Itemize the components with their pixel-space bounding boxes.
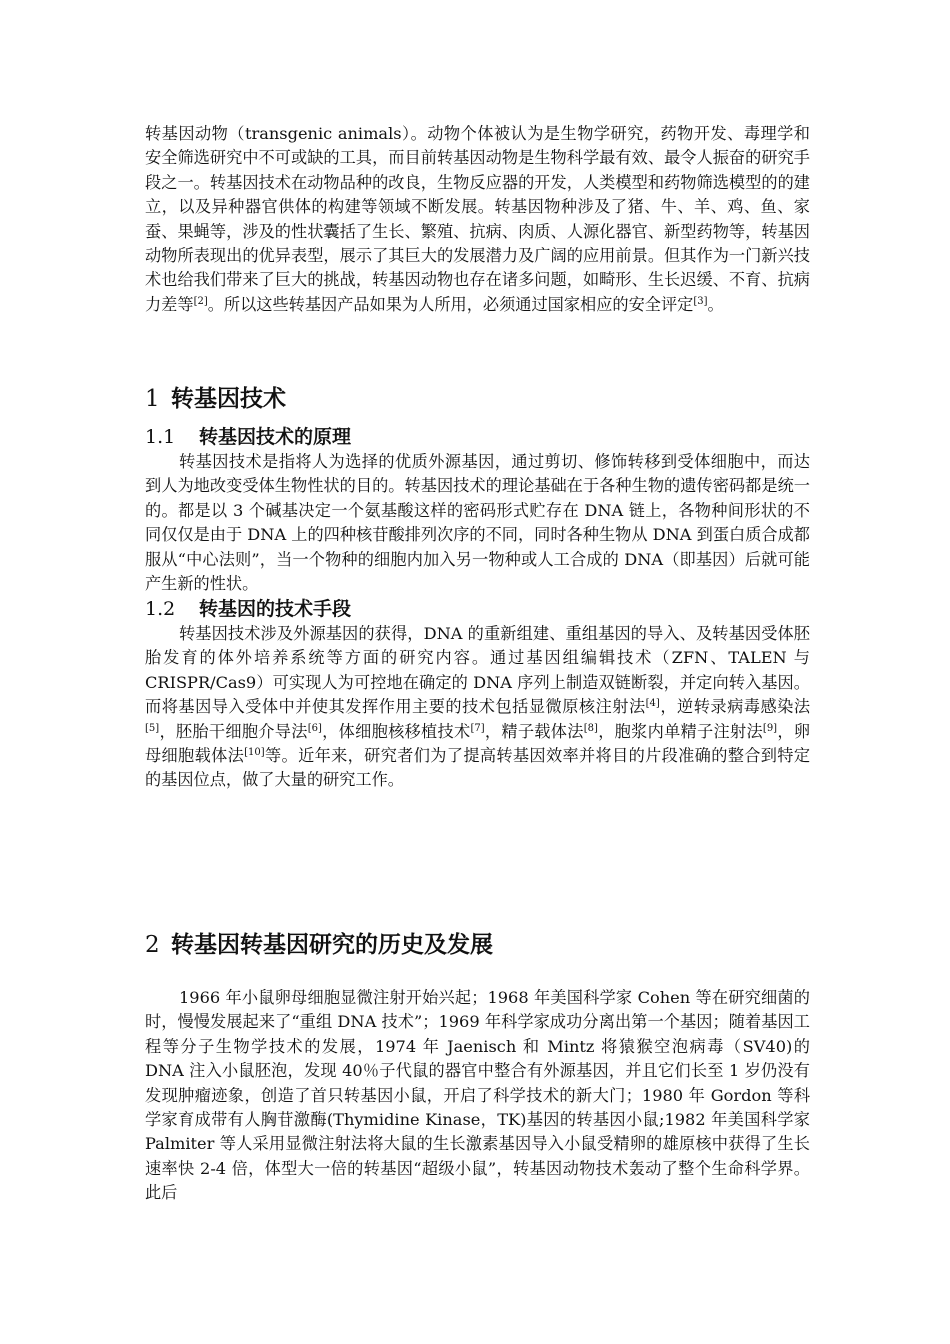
section-2-title: 转基因转基因研究的历史及发展 <box>171 931 493 958</box>
section-1-title: 转基因技术 <box>171 385 286 412</box>
subsection-1-2-number: 1.2 <box>145 598 176 620</box>
citation-4[interactable]: [4] <box>645 698 660 710</box>
methods-text-2: ，逆转录病毒感染法 <box>659 697 811 717</box>
section-2-number: 2 <box>145 932 160 958</box>
citation-10[interactable]: [10] <box>244 747 265 759</box>
section-1-heading <box>145 384 286 414</box>
principle-text: 转基因技术是指将人为选择的优质外源基因，通过剪切、修饰转移到受体细胞中，而达到人为地改变受体生物性状的目的。转基因技术的理论基础在于各种生物的遗传密码都是统一的。都是以 3 个碱基决定一个氨基酸这样的密码形式贮存在 DNA 链上，各物种间形状的不同仅仅是由于 DNA 上的四种核苷酸排列次序的不同，同时各种生物从 DNA 到蛋白质合成都服从“中心法则”，当一个物种的细胞内加入另一物种或人工合成的 DNA（即基因）后就可能产生新的性状。 <box>145 452 810 594</box>
methods-text-8: 等。近年来，研究者们为了提高转基因效率并将目的片段准确的整合到特定的基因位点，做了大量的研究工作。 <box>145 746 811 790</box>
citation-6[interactable]: [6] <box>307 722 322 734</box>
section-2-heading <box>145 930 493 960</box>
citation-5[interactable]: [5] <box>145 722 160 734</box>
citation-3[interactable]: [3] <box>693 295 708 307</box>
intro-paragraph <box>145 122 810 317</box>
citation-7[interactable]: [7] <box>470 722 485 734</box>
methods-text-6: ，胞浆内单精子注射法 <box>597 721 763 741</box>
subsection-1-2-heading <box>145 596 351 622</box>
methods-text: 转基因技术涉及外源基因的获得，DNA 的重新组建、重组基因的导入、及转基因受体胚胎发育的体外培养系统等方面的研究内容。通过基因组编辑技术（ZFN、TALEN 与 CRISPR/Cas9）可实现人为可控地在确定的 DNA 序列上制造双链断裂，并定向转入基因。而将基因导入受体中并使其发挥作用主要的技术包括显微原核注射法 <box>145 624 810 717</box>
subsection-1-1-paragraph <box>145 450 810 596</box>
section-2-paragraph <box>145 986 810 1206</box>
intro-text: 转基因动物（transgenic animals）。动物个体被认为是生物学研究，药物开发、毒理学和安全筛选研究中不可或缺的工具，而目前转基因动物是生物科学最有效、最令人振奋的研究手段之一。转基因技术在动物品种的改良，生物反应器的开发，人类模型和药物筛选模型的的建立，以及异种器官供体的构建等领域不断发展。转基因物种涉及了猪、牛、羊、鸡、鱼、家蚕、果蝇等，涉及的性状囊括了生长、繁殖、抗病、肉质、人源化器官、新型药物等，转基因动物所表现出的优异表型，展示了其巨大的发展潜力及广阔的应用前景。但其作为一门新兴技术也给我们带来了巨大的挑战，转基因动物也存在诸多问题，如畸形、生长迟缓、不育、抗病力差等 <box>145 124 810 314</box>
methods-text-7: ，卵母细胞载体法 <box>145 721 811 766</box>
citation-9[interactable]: [9] <box>762 722 778 734</box>
section-1-number: 1 <box>145 386 160 412</box>
methods-text-4: ，体细胞核移植技术 <box>321 721 471 741</box>
intro-text-cont: 。所以这些转基因产品如果为人所用，必须通过国家相应的安全评定 <box>207 294 694 314</box>
subsection-1-2-paragraph <box>145 622 810 793</box>
methods-text-5: ，精子载体法 <box>484 721 584 741</box>
subsection-1-1-title: 转基因技术的原理 <box>199 426 352 448</box>
methods-text-3: ，胚胎干细胞介导法 <box>159 721 308 741</box>
subsection-1-2-title: 转基因的技术手段 <box>199 598 352 620</box>
history-text: 1966 年小鼠卵母细胞显微注射开始兴起；1968 年美国科学家 Cohen 等在研究细菌的时，慢慢发展起来了“重组 DNA 技术”；1969 年科学家成功分离出第一个基因；随着基因工程等分子生物学技术的发展，1974 年 Jaenisch 和 Mintz 将猿猴空泡病毒（SV40)的 DNA 注入小鼠胚泡，发现 40％子代鼠的器官中整合有外源基因，并且它们长至 1 岁仍没有发现肿瘤迹象，创造了首只转基因小鼠，开启了科学技术的新大门；1980 年 Gordon 等科学家育成带有人胸苷激酶(Thymidine Kinase，TK)基因的转基因小鼠;1982 年美国科学家 Palmiter 等人采用显微注射法将大鼠的生长激素基因导入小鼠受精卵的雄原核中获得了生长速率快 2-4 倍，体型大一倍的转基因“超级小鼠”，转基因动物技术轰动了整个生命科学界。此后 <box>145 988 811 1203</box>
citation-8[interactable]: [8] <box>583 722 598 734</box>
intro-text-end: 。 <box>707 294 724 314</box>
subsection-1-1-number: 1.1 <box>145 426 176 448</box>
citation-2[interactable]: [2] <box>193 295 208 307</box>
subsection-1-1-heading <box>145 424 351 450</box>
